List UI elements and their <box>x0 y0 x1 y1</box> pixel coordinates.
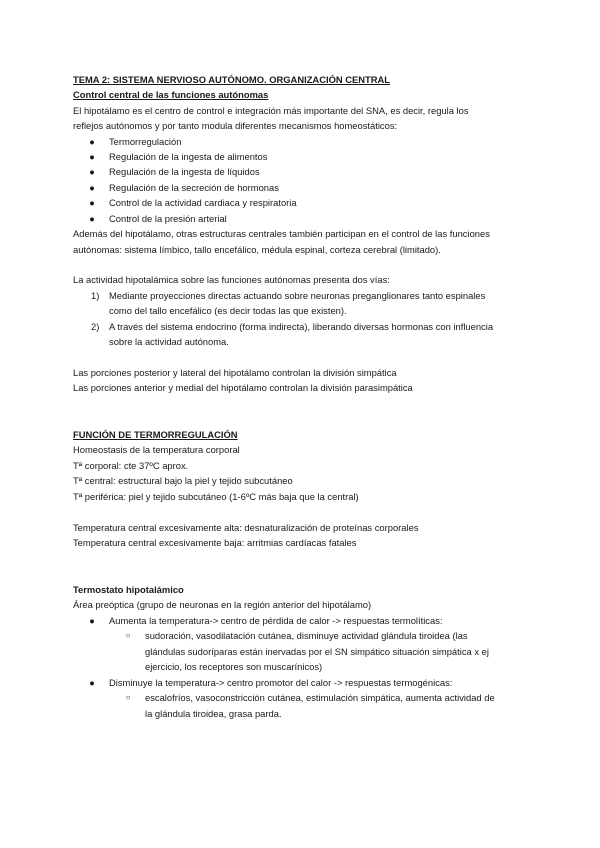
sub-list-line: sudoración, vasodilatación cutánea, disminuye actividad glándula tiroidea (las <box>145 630 468 641</box>
list-item: Control de la presión arterial <box>109 213 227 224</box>
list-item: Aumenta la temperatura-> centro de pérdida de calor -> respuestas termolíticas: <box>109 615 443 626</box>
sub-list-line: la glándula tiroidea, grasa parda. <box>145 708 282 719</box>
portion-sympathetic: Las porciones posterior y lateral del hipotálamo controlan la división simpática <box>73 367 397 378</box>
document-title: TEMA 2: SISTEMA NERVIOSO AUTÓNOMO. ORGANIZACIÓN CENTRAL <box>73 74 391 85</box>
list-item-line: Mediante proyecciones directas actuando sobre neuronas preganglionares tanto espinales <box>109 290 486 301</box>
bullet-icon: ● <box>89 197 95 208</box>
bullet-icon: ● <box>89 151 95 162</box>
text-line: Tª periférica: piel y tejido subcutáneo (1-6ºC más baja que la central) <box>73 491 359 502</box>
preoptic-area-line: Área preóptica (grupo de neuronas en la región anterior del hipotálamo) <box>73 599 372 610</box>
list-item: Control de la actividad cardiaca y respiratoria <box>109 197 297 208</box>
bullet-icon: ● <box>89 136 95 147</box>
list-item: Regulación de la ingesta de alimentos <box>109 151 268 162</box>
bullet-icon: ● <box>89 166 95 177</box>
list-item: Regulación de la secreción de hormonas <box>109 182 279 193</box>
list-number: 2) <box>91 321 100 332</box>
intro-paragraph-line-1: El hipotálamo es el centro de control e integración más importante del SNA, es decir, regula los <box>73 105 469 116</box>
section-heading-termostato: Termostato hipotalámico <box>73 584 184 595</box>
list-item-line: sobre la actividad autónoma. <box>109 336 229 347</box>
list-item: Termorregulación <box>109 136 182 147</box>
list-item-line: como del tallo encefálico (es decir todas las que existen). <box>109 305 347 316</box>
section-heading-termorregulacion: FUNCIÓN DE TERMORREGULACIÓN <box>73 429 238 440</box>
bullet-icon: ● <box>89 677 95 688</box>
portion-parasympathetic: Las porciones anterior y medial del hipotálamo controlan la división parasimpática <box>73 382 413 393</box>
list-item-line: A través del sistema endocrino (forma indirecta), liberando diversas hormonas con influencia <box>109 321 494 332</box>
section-heading-control-central: Control central de las funciones autónomas <box>73 89 269 100</box>
sub-bullet-icon: ○ <box>125 631 131 640</box>
sub-bullet-icon: ○ <box>125 693 131 702</box>
vias-intro: La actividad hipotalámica sobre las funciones autónomas presenta dos vías: <box>73 274 390 285</box>
text-line: Homeostasis de la temperatura corporal <box>73 444 240 455</box>
other-structures-line-1: Además del hipotálamo, otras estructuras centrales también participan en el control de las funciones <box>73 228 490 239</box>
list-number: 1) <box>91 290 100 301</box>
sub-list-line: escalofríos, vasoconstricción cutánea, estimulación simpática, aumenta actividad de <box>145 692 495 703</box>
list-item: Disminuye la temperatura-> centro promotor del calor -> respuestas termogénicas: <box>109 677 453 688</box>
bullet-icon: ● <box>89 213 95 224</box>
low-temperature-line: Temperatura central excesivamente baja: arritmias cardíacas fatales <box>73 537 357 548</box>
bullet-icon: ● <box>89 615 95 626</box>
sub-list-line: glándulas sudoríparas están inervadas por el SN simpático situación simpática x ej <box>145 646 489 657</box>
text-line: Tª corporal: cte 37ºC aprox. <box>73 460 189 471</box>
bullet-icon: ● <box>89 182 95 193</box>
other-structures-line-2: autónomas: sistema límbico, tallo encefálico, médula espinal, corteza cerebral (limitado). <box>73 244 441 255</box>
high-temperature-line: Temperatura central excesivamente alta: desnaturalización de proteínas corporales <box>73 522 419 533</box>
list-item: Regulación de la ingesta de líquidos <box>109 166 260 177</box>
sub-list-line: ejercicio, los receptores son muscarínicos) <box>145 661 323 672</box>
intro-paragraph-line-2: reflejos autónomos y por tanto modula diferentes mecanismos homeostáticos: <box>73 120 398 131</box>
text-line: Tª central: estructural bajo la piel y tejido subcutáneo <box>73 475 293 486</box>
